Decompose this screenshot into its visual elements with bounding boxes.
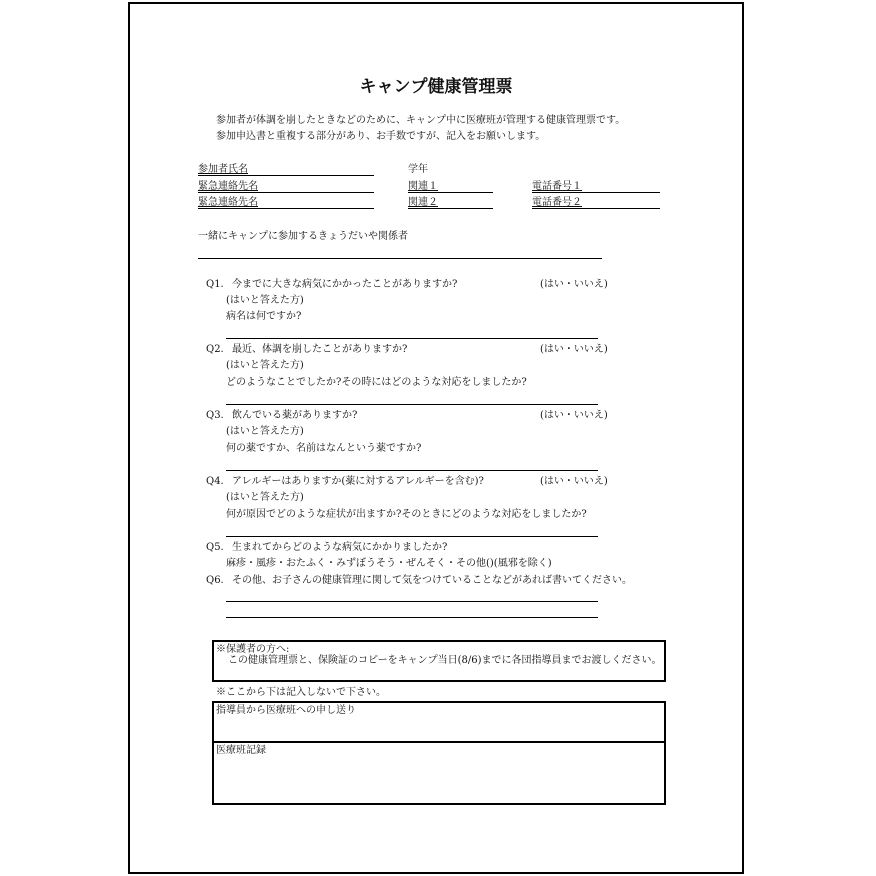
q6-answer-line-1[interactable] bbox=[226, 601, 598, 602]
guardian-notice-box bbox=[212, 640, 666, 682]
q1-sub1: (はいと答えた方) bbox=[226, 295, 304, 306]
q5-options: 麻疹・風疹・おたふく・みずぼうそう・ぜんそく・その他()(風邪を除く) bbox=[226, 558, 552, 569]
grade-label: 学年 bbox=[408, 164, 428, 175]
emergency-contact2-line[interactable] bbox=[198, 208, 374, 209]
q2-text: 最近、体調を崩したことがありますか? bbox=[232, 344, 408, 355]
q3-number: Q3. bbox=[206, 410, 224, 421]
q3-sub2: 何の薬ですか、名前はなんという薬ですか? bbox=[226, 443, 422, 454]
page-title: キャンプ健康管理票 bbox=[359, 77, 513, 97]
q6-number: Q6. bbox=[206, 575, 224, 586]
q1-sub2: 病名は何ですか? bbox=[226, 311, 302, 322]
handover-label: 指導員から医療班への申し送り bbox=[216, 705, 356, 716]
form-page bbox=[128, 2, 744, 874]
emergency-contact-label: 緊急連絡先名 bbox=[198, 181, 258, 192]
relation2-label: 関連２ bbox=[408, 197, 438, 208]
q5-text: 生まれてからどのような病気にかかりましたか? bbox=[232, 542, 448, 553]
q5-number: Q5. bbox=[206, 542, 224, 553]
guardian-notice-text bbox=[216, 644, 662, 666]
q2-number: Q2. bbox=[206, 344, 224, 355]
q4-answer-line[interactable] bbox=[226, 536, 598, 537]
q3-answer-line[interactable] bbox=[226, 470, 598, 471]
guardian-notice-heading: ※保護者の方へ: bbox=[216, 644, 290, 655]
participant-name-label: 参加者氏名 bbox=[198, 164, 248, 175]
q1-number: Q1. bbox=[206, 279, 224, 290]
staff-only-note: ※ここから下は記入しないで下さい。 bbox=[216, 687, 386, 698]
siblings-line[interactable] bbox=[198, 258, 602, 259]
q2-sub2: どのようなことでしたか?その時にはどのような対応をしましたか? bbox=[226, 377, 527, 388]
q6-answer-line-2[interactable] bbox=[226, 617, 598, 618]
participant-name-line[interactable] bbox=[198, 175, 374, 176]
q4-sub2: 何が原因でどのような症状が出ますか?そのときにどのような対応をしましたか? bbox=[226, 509, 587, 520]
relation1-label: 関連１ bbox=[408, 181, 438, 192]
emergency-contact2-label: 緊急連絡先名 bbox=[198, 197, 258, 208]
phone2-label: 電話番号２ bbox=[532, 197, 582, 208]
q1-choice[interactable]: (はい・いいえ) bbox=[540, 279, 608, 290]
q1-answer-line[interactable] bbox=[226, 338, 598, 339]
q4-sub1: (はいと答えた方) bbox=[226, 492, 304, 503]
q4-number: Q4. bbox=[206, 476, 224, 487]
q3-choice[interactable]: (はい・いいえ) bbox=[540, 410, 608, 421]
staff-section-box bbox=[212, 701, 666, 805]
q2-answer-line[interactable] bbox=[226, 404, 598, 405]
phone2-line[interactable] bbox=[532, 208, 660, 209]
q4-text: アレルギーはありますか(薬に対するアレルギーを含む)? bbox=[232, 476, 484, 487]
staff-section-divider bbox=[214, 741, 664, 743]
q2-sub1: (はいと答えた方) bbox=[226, 360, 304, 371]
medical-record-label: 医療班記録 bbox=[216, 745, 266, 756]
phone1-line[interactable] bbox=[532, 192, 660, 193]
emergency-contact-line[interactable] bbox=[198, 192, 374, 193]
q4-choice[interactable]: (はい・いいえ) bbox=[540, 476, 608, 487]
q1-text: 今までに大きな病気にかかったことがありますか? bbox=[232, 279, 458, 290]
phone1-label: 電話番号１ bbox=[532, 181, 582, 192]
q3-text: 飲んでいる薬がありますか? bbox=[232, 410, 358, 421]
q6-text: その他、お子さんの健康管理に関して気をつけていることなどがあれば書いてください。 bbox=[232, 575, 632, 586]
relation1-line[interactable] bbox=[408, 192, 493, 193]
siblings-label: 一緒にキャンプに参加するきょうだいや関係者 bbox=[198, 231, 408, 242]
relation2-line[interactable] bbox=[408, 208, 493, 209]
intro-line-1: 参加者が体調を崩したときなどのために、キャンプ中に医療班が管理する健康管理票です。 bbox=[216, 115, 626, 126]
guardian-notice-body: この健康管理票と、保険証のコピーをキャンプ当日(8/6)までに各団指導員までお渡しください。 bbox=[228, 655, 662, 666]
q3-sub1: (はいと答えた方) bbox=[226, 426, 304, 437]
intro-line-2: 参加申込書と重複する部分があり、お手数ですが、記入をお願いします。 bbox=[216, 131, 546, 142]
q2-choice[interactable]: (はい・いいえ) bbox=[540, 344, 608, 355]
